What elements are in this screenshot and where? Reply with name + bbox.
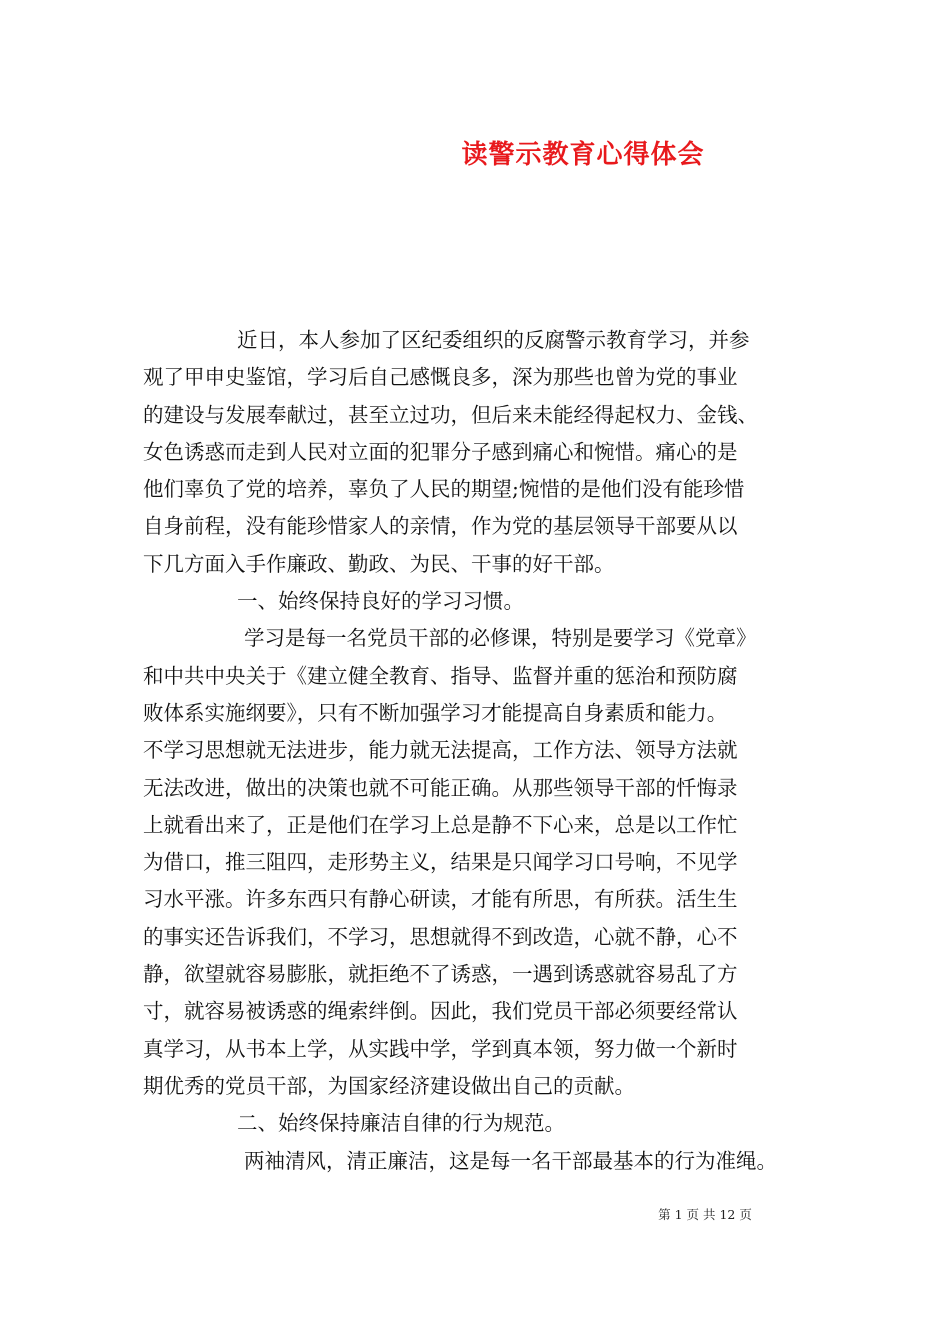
paragraph-line: 的建设与发展奉献过，甚至立过功，但后来未能经得起权力、金钱、	[143, 402, 758, 427]
paragraph-line: 不学习思想就无法进步，能力就无法提高，工作方法、领导方法就	[143, 738, 738, 763]
paragraph-line: 期优秀的党员干部，为国家经济建设做出自己的贡献。	[143, 1073, 635, 1098]
paragraph-line: 女色诱惑而走到人民对立面的犯罪分子感到痛心和惋惜。痛心的是	[143, 439, 738, 464]
page-footer	[0, 1205, 950, 1223]
paragraph-line: 自身前程，没有能珍惜家人的亲情，作为党的基层领导干部要从以	[143, 514, 738, 539]
section-heading: 二、始终保持廉洁自律的行为规范。	[237, 1111, 565, 1136]
paragraph-line: 学习是每一名党员干部的必修课，特别是要学习《党章》	[244, 626, 757, 651]
paragraph-line: 寸，就容易被诱惑的绳索绊倒。因此，我们党员干部必须要经常认	[143, 999, 738, 1024]
paragraph-line: 观了甲申史鉴馆，学习后自己感慨良多，深为那些也曾为党的事业	[143, 365, 738, 390]
page-title: 读警示教育心得体会	[461, 140, 705, 170]
paragraph-line: 和中共中央关于《建立健全教育、指导、监督并重的惩治和预防腐	[143, 663, 738, 688]
paragraph-line: 他们辜负了党的培养，辜负了人民的期望;惋惜的是他们没有能珍惜	[143, 477, 745, 502]
paragraph-line: 下几方面入手作廉政、勤政、为民、干事的好干部。	[143, 551, 615, 576]
paragraph-line: 近日，本人参加了区纪委组织的反腐警示教育学习，并参	[237, 328, 750, 352]
page-number: 第 1 页 共 12 页	[658, 1207, 752, 1222]
paragraph-line: 静，欲望就容易膨胀，就拒绝不了诱惑，一遇到诱惑就容易乱了方	[143, 962, 738, 987]
paragraph-line: 的事实还告诉我们，不学习，思想就得不到改造，心就不静，心不	[143, 924, 738, 949]
paragraph-line: 无法改进，做出的决策也就不可能正确。从那些领导干部的忏悔录	[143, 775, 738, 800]
paragraph-line: 习水平涨。许多东西只有静心研读，才能有所思，有所获。活生生	[143, 887, 738, 912]
section-heading: 一、始终保持良好的学习习惯。	[237, 589, 524, 614]
paragraph-line: 为借口，推三阻四，走形势主义，结果是只闻学习口号响，不见学	[143, 850, 738, 875]
paragraph-line: 败体系实施纲要》，只有不断加强学习才能提高自身素质和能力。	[143, 700, 728, 725]
paragraph-line: 上就看出来了，正是他们在学习上总是静不下心来，总是以工作忙	[143, 812, 738, 837]
paragraph-line: 两袖清风，清正廉洁，这是每一名干部最基本的行为准绳。	[244, 1148, 777, 1173]
document-body	[143, 322, 813, 1180]
paragraph-line: 真学习，从书本上学，从实践中学，学到真本领，努力做一个新时	[143, 1036, 738, 1061]
